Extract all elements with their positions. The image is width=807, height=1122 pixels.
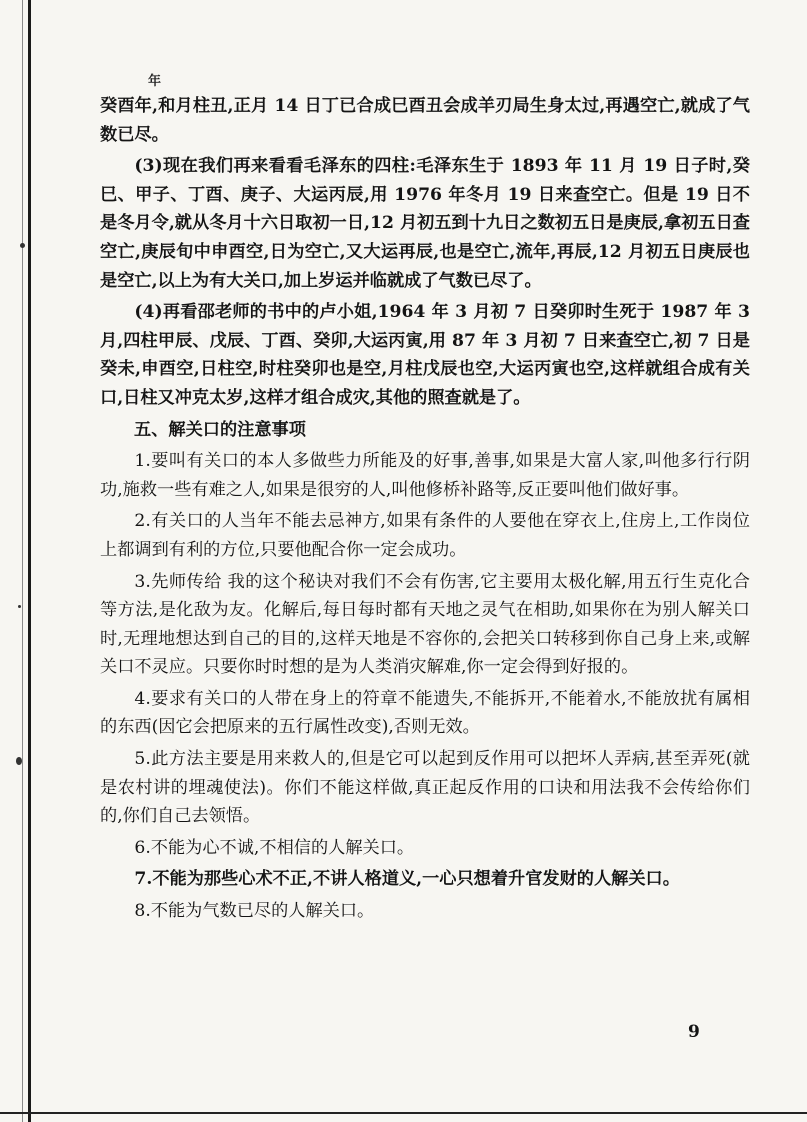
list-item: 8.不能为气数已尽的人解关口。 [134, 901, 375, 922]
section-heading: 五、解关口的注意事项 [134, 419, 306, 440]
paragraph-lu: (4)再看邵老师的书中的卢小姐,1964 年 3 月初 7 日癸卯时生死于 1987 年 3 月,四柱甲辰、戊辰、丁酉、癸卯,大运丙寅,用 87 年 3 月初 7 日来查空亡,初 7 日是癸未,申酉空,日柱空,时柱癸卯也是空,月柱戊辰也空,大运丙寅也空,这样就组合成有关口,日柱又冲克太岁,这样才组合成灾,其他的照查就是了。 [100, 302, 750, 408]
list-item: 2.有关口的人当年不能去忌神方,如果有条件的人要他在穿衣上,住房上,工作岗位上都调到有利的方位,只要他配合你一定会成功。 [100, 511, 750, 560]
scan-speck [18, 605, 21, 608]
scan-speck [20, 243, 25, 248]
page-body [100, 92, 750, 929]
list-item: 1.要叫有关口的本人多做些力所能及的好事,善事,如果是大富人家,叫他多行行阴功,施救一些有难之人,如果是很穷的人,叫他修桥补路等,反正要叫他们做好事。 [100, 451, 750, 500]
list-item: 5.此方法主要是用来救人的,但是它可以起到反作用可以把坏人弄病,甚至弄死(就是农村讲的埋魂使法)。你们不能这样做,真正起反作用的口诀和用法我不会传给你们的,你们自己去领悟。 [100, 749, 750, 827]
page-number: 9 [688, 1022, 700, 1042]
handwritten-annotation: 年 [148, 74, 162, 89]
list-item: 3.先师传给 我的这个秘诀对我们不会有伤害,它主要用太极化解,用五行生克化合等方法,是化敌为友。化解后,每日每时都有天地之灵气在相助,如果你在为别人解关口时,无理地想达到自己的目的,这样天地是不容你的,会把关口转移到你自己身上来,或解关口不灵应。只要你时时想的是为人类消灾解难,你一定会得到好报的。 [100, 571, 750, 678]
list-item: 7.不能为那些心术不正,不讲人格道义,一心只想着升官发财的人解关口。 [134, 869, 680, 890]
paragraph-continuation: 癸酉年,和月柱丑,正月 14 日丁已合成巳酉丑会成羊刃局生身太过,再遇空亡,就成了气数已尽。 [100, 96, 750, 145]
paragraph-mao: (3)现在我们再来看看毛泽东的四柱:毛泽东生于 1893 年 11 月 19 日子时,癸巳、甲子、丁酉、庚子、大运丙辰,用 1976 年冬月 19 日来查空亡。但是 19 日不是冬月令,就从冬月十六日取初一日,12 月初五到十九日之数初五日是庚辰,拿初五日查空亡,庚辰旬中申酉空,日为空亡,又大运再辰,也是空亡,流年,再辰,12 月初五日庚辰也是空亡,以上为有大关口,加上岁运并临就成了气数已尽了。 [100, 156, 750, 291]
scan-speck [16, 757, 22, 765]
list-item: 6.不能为心不诚,不相信的人解关口。 [134, 837, 415, 858]
binding-edge [28, 0, 31, 1122]
list-item: 4.要求有关口的人带在身上的符章不能遗失,不能拆开,不能着水,不能放扰有属相的东西(因它会把原来的五行属性改变),否则无效。 [100, 688, 750, 738]
binding-edge-thin [22, 0, 23, 1122]
page-bottom-edge [0, 1112, 807, 1114]
